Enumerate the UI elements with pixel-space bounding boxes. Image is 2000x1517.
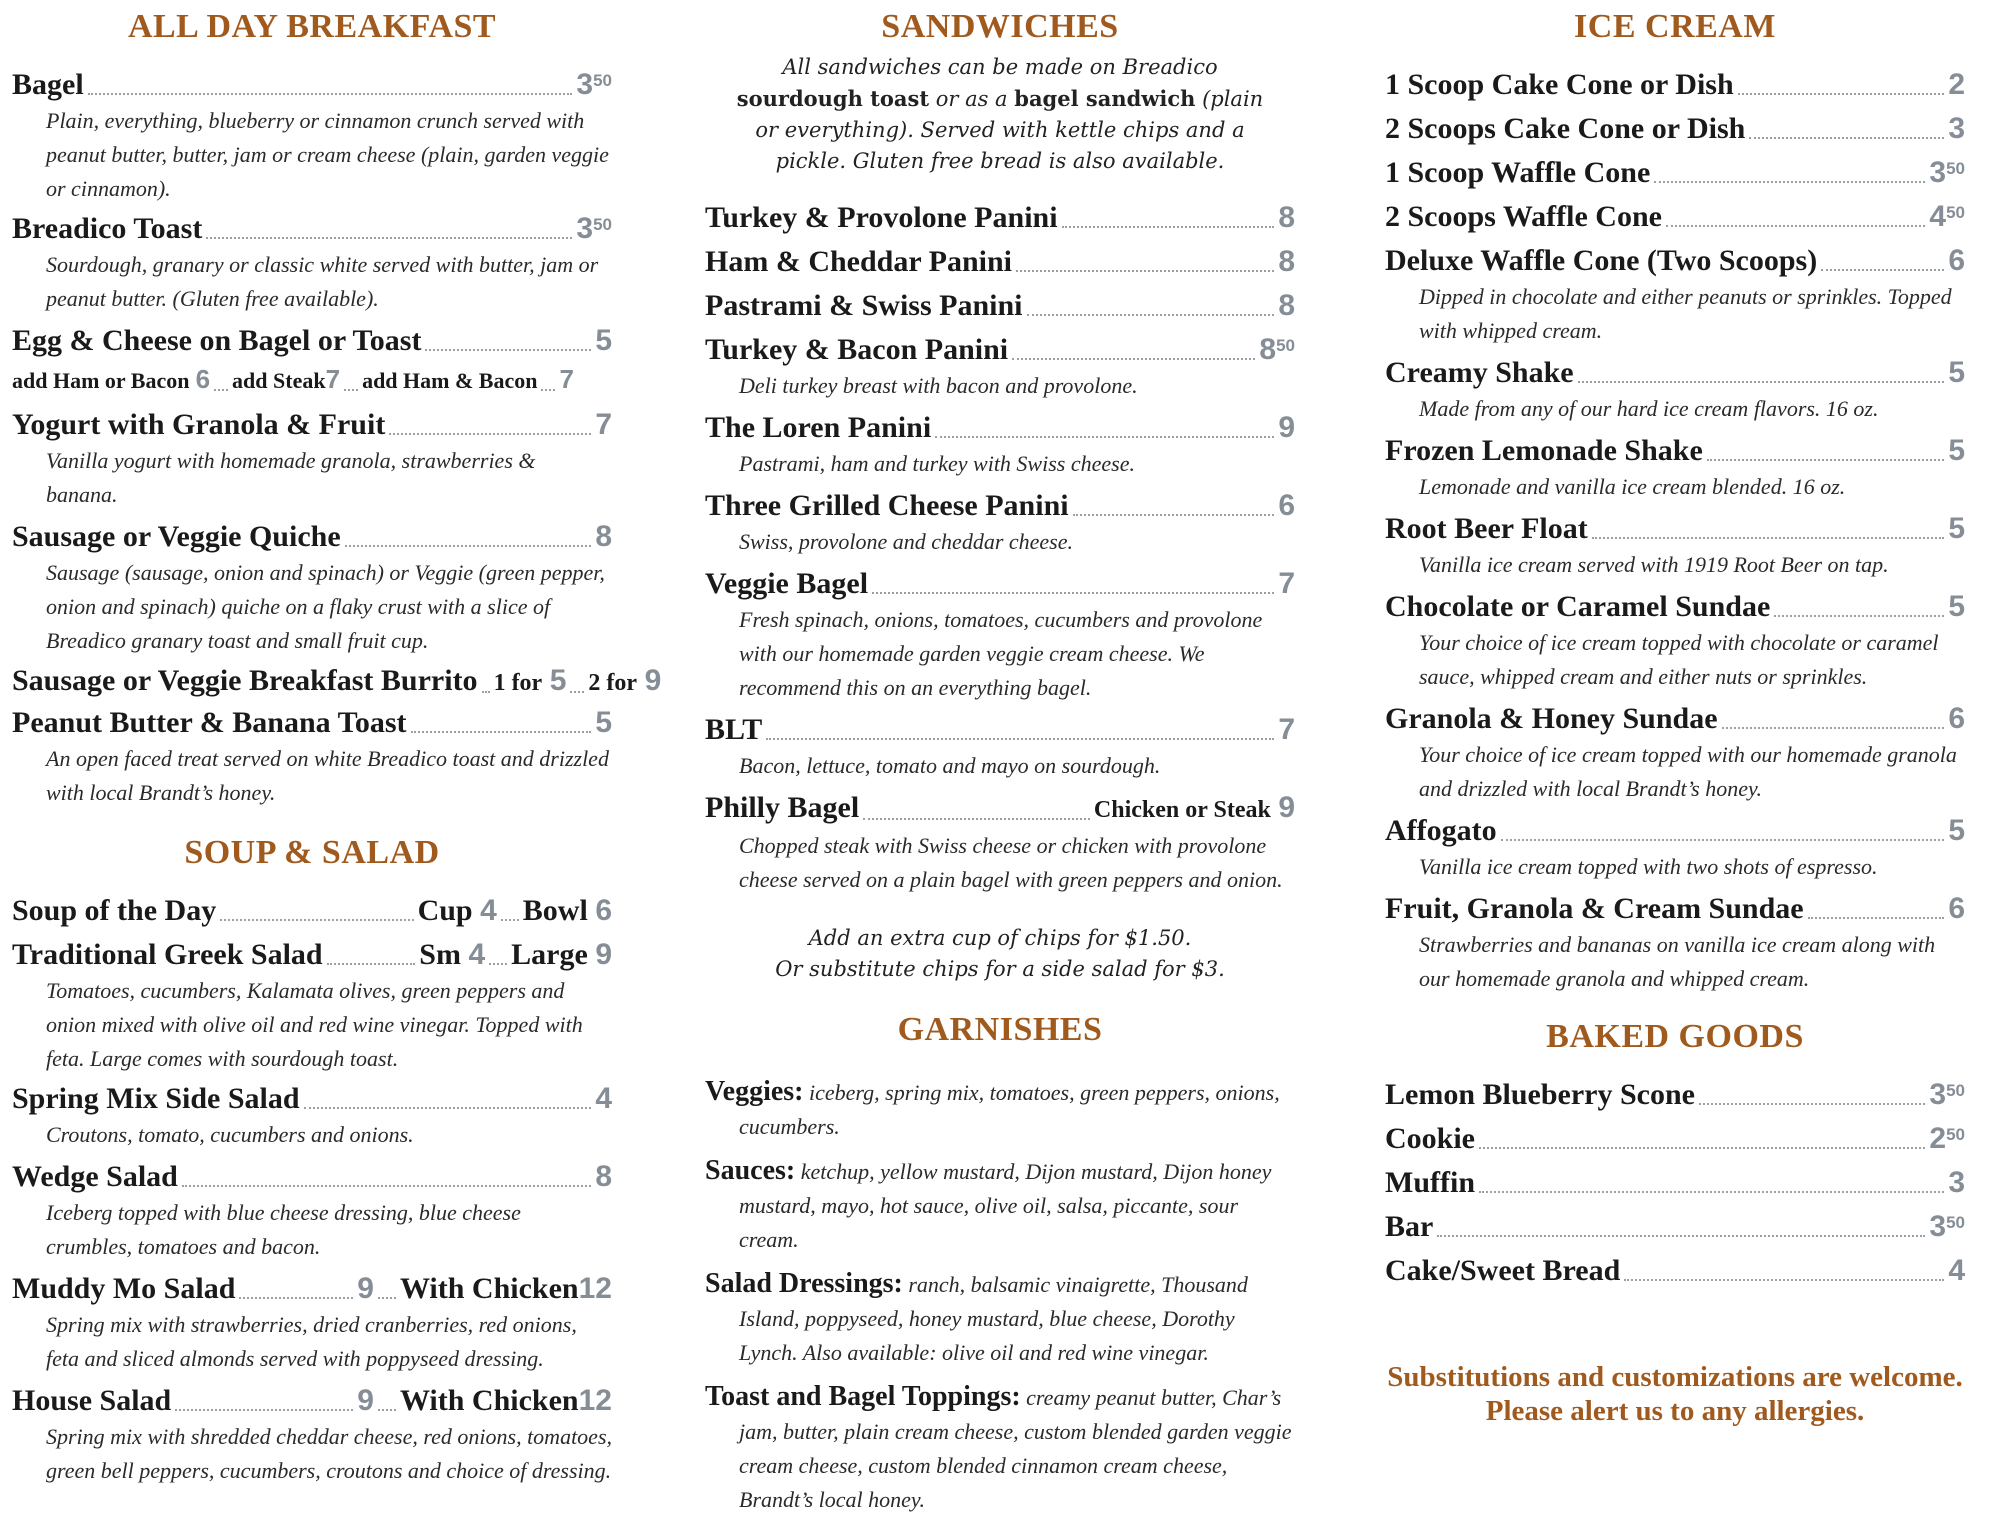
option-label: Sm xyxy=(419,938,461,971)
item-line xyxy=(1385,1076,1965,1114)
leader-dots xyxy=(1738,91,1945,95)
item-name: Turkey & Bacon Panini xyxy=(705,333,1009,366)
item-name: Cake/Sweet Bread xyxy=(1385,1254,1621,1287)
item-description: Made from any of our hard ice cream flavors. 16 oz. xyxy=(1419,396,1879,421)
leader-dots xyxy=(1592,535,1945,539)
footer-note xyxy=(1385,1360,1965,1428)
item-name: The Loren Panini xyxy=(705,411,932,444)
menu-item-quiche xyxy=(12,518,612,658)
garnishes-title: GARNISHES xyxy=(897,1011,1103,1048)
footer-line-2: Please alert us to any allergies. xyxy=(1485,1395,1865,1427)
leader-dots xyxy=(1722,725,1945,729)
item-description: Croutons, tomato, cucumbers and onions. xyxy=(46,1122,414,1147)
item-price: 5 xyxy=(1948,356,1965,389)
item-line xyxy=(1385,510,1965,548)
addon-price: 7 xyxy=(559,364,574,394)
item-description: Spring mix with shredded cheddar cheese, red onions, tomatoes, green bell peppers, cucumbers, croutons and choice of dressing. xyxy=(46,1424,613,1483)
item-line xyxy=(705,711,1295,749)
garnish-text: creamy peanut butter, Char’s jam, butter, plain cream cheese, custom blended garden veggie cream cheese, custom blended cinnamon cream cheese, Brandt’s local honey. xyxy=(739,1385,1292,1512)
item-line xyxy=(705,487,1295,525)
item-name: 1 Scoop Cake Cone or Dish xyxy=(1385,68,1734,101)
item-name: Creamy Shake xyxy=(1385,356,1574,389)
leader-dots xyxy=(1774,613,1944,617)
icecream-item xyxy=(1385,354,1965,426)
item-description: Plain, everything, blueberry or cinnamon crunch served with peanut butter, butter, jam or cream cheese (plain, garden veggie or cinnamon). xyxy=(46,108,609,201)
icecream-item xyxy=(1385,432,1965,504)
item-line xyxy=(1385,1252,1965,1290)
leader-dots xyxy=(411,729,592,733)
item-description: Tomatoes, cucumbers, Kalamata olives, green peppers and onion mixed with olive oil and red wine vinegar. Topped with feta. Large comes with sourdough toast. xyxy=(46,978,583,1071)
leader-dots xyxy=(175,1407,353,1411)
item-description: Spring mix with strawberries, dried cranberries, red onions, feta and sliced almonds served with poppyseed dressing. xyxy=(46,1312,577,1371)
option-label: Bowl xyxy=(522,894,588,927)
item-price: 6 xyxy=(1278,489,1295,522)
option-label: Large xyxy=(511,938,588,971)
item-line xyxy=(705,565,1295,603)
leader-dots xyxy=(425,347,591,351)
item-name: Peanut Butter & Banana Toast xyxy=(12,706,407,739)
option-label: Cup xyxy=(417,894,473,927)
leader-dots xyxy=(1479,1189,1944,1193)
footer-line-1: Substitutions and customizations are welcome. xyxy=(1387,1361,1963,1393)
item-price: 9 xyxy=(357,1272,374,1305)
item-name: Breadico Toast xyxy=(12,212,203,245)
item-price: $2^{50}$ xyxy=(1929,1122,1965,1155)
leader-dots xyxy=(1437,1233,1925,1237)
sandwich-list xyxy=(705,199,1295,783)
icecream-item xyxy=(1385,700,1965,806)
item-price: 8 xyxy=(1278,201,1295,234)
sandwich-item xyxy=(705,287,1295,325)
item-description: Dipped in chocolate and either peanuts or sprinkles. Topped with whipped cream. xyxy=(1419,284,1952,343)
garnish-key: Sauces: xyxy=(705,1155,796,1186)
menu-item-philly-bagel xyxy=(705,789,1295,897)
menu-item-muddy-mo xyxy=(12,1270,612,1376)
leader-dots xyxy=(872,590,1274,594)
item-name: Three Grilled Cheese Panini xyxy=(705,489,1069,522)
item-price: 5 xyxy=(1948,590,1965,623)
leader-dots xyxy=(570,689,584,693)
item-price: 7 xyxy=(595,408,612,441)
item-name: Fruit, Granola & Cream Sundae xyxy=(1385,892,1804,925)
leader-dots xyxy=(541,387,555,391)
garnish-key: Salad Dressings: xyxy=(705,1268,903,1299)
item-name: Yogurt with Granola & Fruit xyxy=(12,408,386,441)
item-name: Lemon Blueberry Scone xyxy=(1385,1078,1695,1111)
menu-item-toast xyxy=(12,210,612,316)
leader-dots xyxy=(1062,224,1275,228)
sandwich-item xyxy=(705,409,1295,481)
garnish-key: Toast and Bagel Toppings: xyxy=(705,1381,1021,1412)
addon-row xyxy=(12,360,612,400)
icecream-item xyxy=(1385,66,1965,104)
baked-title: BAKED GOODS xyxy=(1546,1018,1804,1055)
item-price: $3^{50}$ xyxy=(576,212,612,245)
item-line xyxy=(705,331,1295,369)
garnish-text: ketchup, yellow mustard, Dijon mustard, Dijon honey mustard, mayo, hot sauce, olive oil, salsa, piccante, sour cream. xyxy=(739,1159,1272,1252)
item-price: $3^{50}$ xyxy=(1929,1078,1965,1111)
baked-item xyxy=(1385,1252,1965,1290)
sandwich-item xyxy=(705,331,1295,403)
item-name: Spring Mix Side Salad xyxy=(12,1082,300,1115)
item-price: 4 xyxy=(480,894,497,927)
item-price: 7 xyxy=(1278,713,1295,746)
baked-list xyxy=(1385,1076,1965,1290)
leader-dots xyxy=(1073,512,1275,516)
menu-item-egg-cheese xyxy=(12,322,612,400)
item-name: Cookie xyxy=(1385,1122,1475,1155)
item-description: Bacon, lettuce, tomato and mayo on sourdough. xyxy=(739,753,1161,778)
item-price: 4 xyxy=(595,1082,612,1115)
leader-dots xyxy=(1699,1101,1925,1105)
item-price: $3^{50}$ xyxy=(576,68,612,101)
item-description: Deli turkey breast with bacon and provolone. xyxy=(739,373,1138,398)
item-price: 2 xyxy=(1948,68,1965,101)
leader-dots xyxy=(1624,1277,1944,1281)
option-label: Chicken or Steak xyxy=(1093,797,1271,823)
right-column xyxy=(1385,0,1965,1428)
item-line xyxy=(1385,1208,1965,1246)
garnish-list xyxy=(705,1075,1295,1517)
leader-dots xyxy=(378,1407,396,1411)
sandwich-item xyxy=(705,243,1295,281)
leader-dots xyxy=(327,961,416,965)
item-description: Lemonade and vanilla ice cream blended. 16 oz. xyxy=(1419,474,1846,499)
icecream-item xyxy=(1385,110,1965,148)
leader-dots xyxy=(1666,223,1925,227)
leader-dots xyxy=(1479,1145,1925,1149)
leader-dots xyxy=(344,387,358,391)
leader-dots xyxy=(935,434,1274,438)
item-name: Bar xyxy=(1385,1210,1434,1243)
item-name: Muffin xyxy=(1385,1166,1475,1199)
menu-item-burrito xyxy=(12,662,662,702)
leader-dots xyxy=(389,431,591,435)
leader-dots xyxy=(1027,312,1275,316)
item-price: 7 xyxy=(1278,567,1295,600)
item-line xyxy=(705,243,1295,281)
addon-price: 6 xyxy=(195,364,211,394)
item-line xyxy=(1385,354,1965,392)
item-name: Muddy Mo Salad xyxy=(12,1272,236,1305)
item-name: 1 Scoop Waffle Cone xyxy=(1385,156,1651,189)
leader-dots xyxy=(345,543,592,547)
addon-label: add Ham or Bacon xyxy=(12,368,190,393)
item-line xyxy=(1385,242,1965,280)
item-name: House Salad xyxy=(12,1384,172,1417)
item-price: 5 xyxy=(1948,434,1965,467)
item-description: Vanilla ice cream topped with two shots of espresso. xyxy=(1419,854,1878,879)
item-name: Soup of the Day xyxy=(12,894,217,927)
item-price: 6 xyxy=(1948,702,1965,735)
item-line xyxy=(1385,588,1965,626)
item-price: 4 xyxy=(468,938,486,971)
icecream-item xyxy=(1385,510,1965,582)
garnish-item xyxy=(705,1267,1295,1370)
addon-label: add Ham & Bacon xyxy=(362,368,538,393)
item-name: Deluxe Waffle Cone (Two Scoops) xyxy=(1385,244,1818,277)
left-column xyxy=(12,0,662,1488)
leader-dots xyxy=(766,736,1274,740)
icecream-item xyxy=(1385,588,1965,694)
option-label: 2 for xyxy=(588,670,638,696)
item-name: Frozen Lemonade Shake xyxy=(1385,434,1703,467)
item-line xyxy=(1385,432,1965,470)
item-name: Wedge Salad xyxy=(12,1160,178,1193)
item-description: Chopped steak with Swiss cheese or chicken with provolone cheese served on a plain bagel with green peppers and onion. xyxy=(739,833,1283,892)
leader-dots xyxy=(206,235,572,239)
sandwich-item xyxy=(705,711,1295,783)
baked-item xyxy=(1385,1208,1965,1246)
item-line xyxy=(705,287,1295,325)
icecream-item xyxy=(1385,198,1965,236)
item-price: 5 xyxy=(595,706,612,739)
item-description: Fresh spinach, onions, tomatoes, cucumbers and provolone with our homemade garden veggie cream cheese. We recommend this on an everything bagel. xyxy=(739,607,1263,700)
item-name: Philly Bagel xyxy=(705,791,860,824)
leader-dots xyxy=(1749,135,1944,139)
item-name: 2 Scoops Waffle Cone xyxy=(1385,200,1662,233)
leader-dots xyxy=(863,816,1090,820)
baked-item xyxy=(1385,1164,1965,1202)
garnish-item xyxy=(705,1154,1295,1257)
icecream-item xyxy=(1385,890,1965,996)
garnish-key: Veggies: xyxy=(705,1076,804,1107)
sandwiches-title: SANDWICHES xyxy=(881,8,1119,45)
item-price: 9 xyxy=(644,664,662,697)
leader-dots xyxy=(1808,915,1945,919)
item-description: An open faced treat served on white Breadico toast and drizzled with local Brandt’s honey. xyxy=(46,746,609,805)
leader-dots xyxy=(182,1183,591,1187)
item-price: 9 xyxy=(595,938,612,971)
leader-dots xyxy=(304,1105,592,1109)
item-name: Sausage or Veggie Breakfast Burrito xyxy=(12,664,478,697)
addon-price: 7 xyxy=(325,364,341,394)
sandwich-item xyxy=(705,199,1295,237)
item-price: $4^{50}$ xyxy=(1929,200,1965,233)
item-name: Egg & Cheese on Bagel or Toast xyxy=(12,324,422,357)
item-line xyxy=(1385,110,1965,148)
item-description: Vanilla ice cream served with 1919 Root Beer on tap. xyxy=(1419,552,1889,577)
icecream-list xyxy=(1385,66,1965,996)
item-price: $3^{50}$ xyxy=(1929,156,1965,189)
item-description: Swiss, provolone and cheddar cheese. xyxy=(739,529,1074,554)
menu-item-yogurt xyxy=(12,406,612,512)
icecream-item xyxy=(1385,154,1965,192)
leader-dots xyxy=(489,961,507,965)
item-price: 6 xyxy=(1948,244,1965,277)
option-label: With Chicken xyxy=(399,1384,579,1417)
item-name: Root Beer Float xyxy=(1385,512,1588,545)
baked-item xyxy=(1385,1120,1965,1158)
item-price: 12 xyxy=(578,1272,612,1305)
item-name: Bagel xyxy=(12,68,84,101)
menu-item-wedge xyxy=(12,1158,612,1264)
leader-dots xyxy=(482,689,490,693)
item-price: 9 xyxy=(1278,791,1295,824)
leader-dots xyxy=(1501,837,1945,841)
menu-item-greek-salad xyxy=(12,936,612,1076)
item-line xyxy=(705,409,1295,447)
item-name: Pastrami & Swiss Panini xyxy=(705,289,1023,322)
menu-item-soup-of-day xyxy=(12,892,612,930)
sandwich-item xyxy=(705,565,1295,705)
item-name: Traditional Greek Salad xyxy=(12,938,323,971)
item-price: 4 xyxy=(1948,1254,1965,1287)
leader-dots xyxy=(1654,179,1925,183)
leader-dots xyxy=(239,1295,353,1299)
item-price: 12 xyxy=(578,1384,612,1417)
item-description: Sausage (sausage, onion and spinach) or Veggie (green pepper, onion and spinach) quiche on a flaky crust with a slice of Breadico granary toast and small fruit cup. xyxy=(46,560,605,653)
soup-title: SOUP & SALAD xyxy=(184,834,440,871)
garnish-text: ranch, balsamic vinaigrette, Thousand Island, poppyseed, honey mustard, blue cheese, Dorothy Lynch. Also available: olive oil and red wine vinegar. xyxy=(739,1272,1248,1365)
garnish-text: iceberg, spring mix, tomatoes, green peppers, onions, cucumbers. xyxy=(739,1080,1280,1139)
leader-dots xyxy=(1012,356,1255,360)
item-name: Turkey & Provolone Panini xyxy=(705,201,1058,234)
item-price: 9 xyxy=(1278,411,1295,444)
item-line xyxy=(705,199,1295,237)
item-price: 8 xyxy=(595,1160,612,1193)
item-name: BLT xyxy=(705,713,763,746)
leader-dots xyxy=(88,91,573,95)
item-description: Your choice of ice cream topped with our homemade granola and drizzled with local Brandt’s honey. xyxy=(1419,742,1957,801)
chips-note-2: Or substitute chips for a side salad for $3. xyxy=(775,957,1225,981)
leader-dots xyxy=(220,917,413,921)
item-name: Chocolate or Caramel Sundae xyxy=(1385,590,1771,623)
leader-dots xyxy=(214,387,228,391)
item-name: Veggie Bagel xyxy=(705,567,869,600)
item-line xyxy=(1385,66,1965,104)
middle-column xyxy=(705,0,1295,1517)
item-line xyxy=(1385,198,1965,236)
item-description: Iceberg topped with blue cheese dressing, blue cheese crumbles, tomatoes and bacon. xyxy=(46,1200,521,1259)
menu-item-spring-mix xyxy=(12,1080,612,1152)
item-line xyxy=(1385,890,1965,928)
item-description: Pastrami, ham and turkey with Swiss cheese. xyxy=(739,451,1135,476)
item-line xyxy=(1385,1164,1965,1202)
item-price: 9 xyxy=(357,1384,374,1417)
item-price: 5 xyxy=(549,664,567,697)
item-price: 3 xyxy=(1948,1166,1965,1199)
icecream-item xyxy=(1385,812,1965,884)
item-line xyxy=(1385,812,1965,850)
item-price: 5 xyxy=(595,324,612,357)
option-label: With Chicken xyxy=(399,1272,579,1305)
icecream-item xyxy=(1385,242,1965,348)
item-price: 6 xyxy=(1948,892,1965,925)
leader-dots xyxy=(1578,379,1945,383)
item-price: 8 xyxy=(595,520,612,553)
leader-dots xyxy=(378,1295,396,1299)
item-price: 5 xyxy=(1948,512,1965,545)
leader-dots xyxy=(1016,268,1274,272)
item-price: 8 xyxy=(1278,289,1295,322)
item-line xyxy=(1385,1120,1965,1158)
menu-item-house-salad xyxy=(12,1382,612,1488)
garnish-item xyxy=(705,1075,1295,1144)
item-name: Sausage or Veggie Quiche xyxy=(12,520,341,553)
item-price: $3^{50}$ xyxy=(1929,1210,1965,1243)
item-price: 3 xyxy=(1948,112,1965,145)
menu-item-bagel xyxy=(12,66,612,206)
addon-label: add Steak xyxy=(232,368,326,393)
item-name: Affogato xyxy=(1385,814,1497,847)
menu-item-pb-toast xyxy=(12,704,612,810)
baked-item xyxy=(1385,1076,1965,1114)
chips-note-1: Add an extra cup of chips for $1.50. xyxy=(808,926,1192,950)
leader-dots xyxy=(1821,267,1944,271)
garnish-item xyxy=(705,1380,1295,1517)
breakfast-title: ALL DAY BREAKFAST xyxy=(127,8,497,45)
item-description: Your choice of ice cream topped with chocolate or caramel sauce, whipped cream and either nuts or sprinkles. xyxy=(1419,630,1939,689)
item-price: $8^{50}$ xyxy=(1259,333,1295,366)
leader-dots xyxy=(501,917,519,921)
icecream-title: ICE CREAM xyxy=(1574,8,1776,45)
sandwich-item xyxy=(705,487,1295,559)
option-label: 1 for xyxy=(493,670,543,696)
item-line xyxy=(1385,700,1965,738)
item-description: Vanilla yogurt with homemade granola, strawberries & banana. xyxy=(46,448,536,507)
leader-dots xyxy=(1707,457,1945,461)
item-line xyxy=(1385,154,1965,192)
item-name: Ham & Cheddar Panini xyxy=(705,245,1012,278)
item-description: Strawberries and bananas on vanilla ice cream along with our homemade granola and whipped cream. xyxy=(1419,932,1936,991)
item-price: 6 xyxy=(595,894,612,927)
item-price: 8 xyxy=(1278,245,1295,278)
item-name: 2 Scoops Cake Cone or Dish xyxy=(1385,112,1746,145)
item-name: Granola & Honey Sundae xyxy=(1385,702,1718,735)
sandwiches-intro: All sandwiches can be made on Breadico sourdough toast or as a bagel sandwich (plain or everything). Served with kettle chips and a pickle. Gluten free bread is also available. xyxy=(736,55,1264,173)
item-description: Sourdough, granary or classic white served with butter, jam or peanut butter. (Gluten free available). xyxy=(46,252,599,311)
item-price: 5 xyxy=(1948,814,1965,847)
